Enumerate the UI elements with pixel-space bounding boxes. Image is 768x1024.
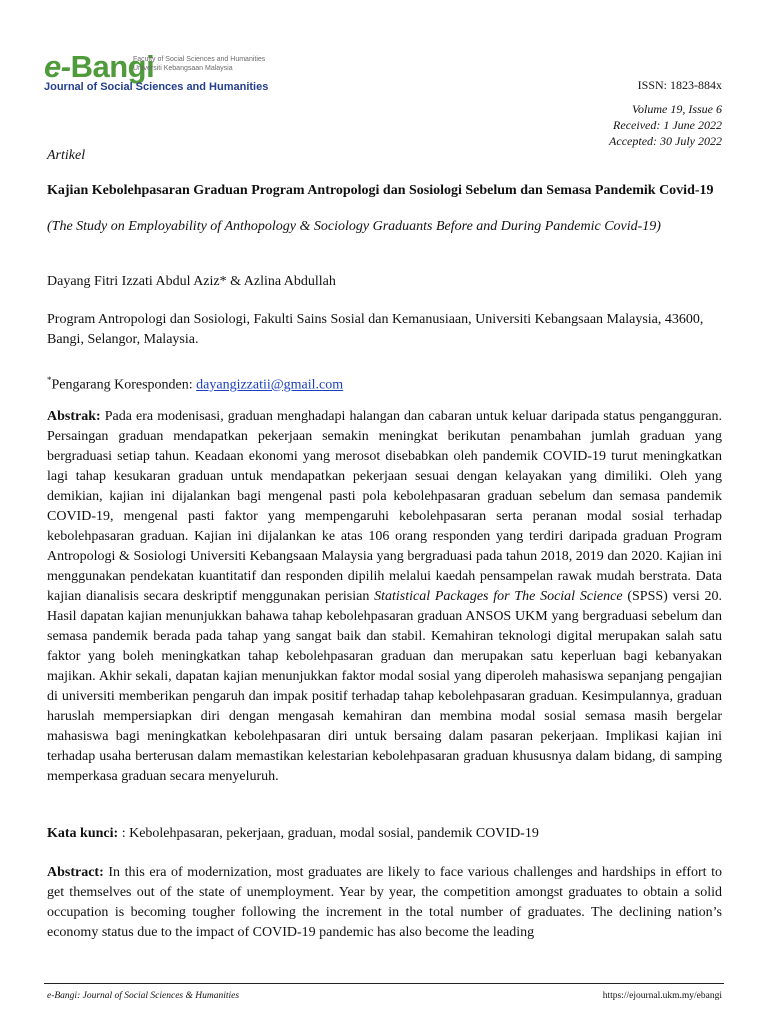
- title-malay: Kajian Kebolehpasaran Graduan Program Antropologi dan Sosiologi Sebelum dan Semasa Pandemik Covid-19: [47, 183, 714, 198]
- abstract-paragraph: Abstract: In this era of modernization, most graduates are likely to face various challenges and hardships in effort to get themselves out of the state of unemployment. Year by year, the competition amongst graduates to obtain a solid occupation is becoming tougher following the increment in the total number of graduates. The declining nation’s economy status due to the impact of COVID-19 pandemic has also become the leading: [47, 865, 722, 940]
- volume-issue: Volume 19, Issue 6: [632, 102, 722, 116]
- keywords-label: Kata kunci:: [47, 826, 119, 841]
- corresponding-author: *Pengarang Koresponden: dayangizzatii@gmail.com: [47, 375, 344, 393]
- abstrak-paragraph: Abstrak: Pada era modenisasi, graduan menghadapi halangan dan cabaran untuk keluar daripada status pengangguran. Persaingan graduan mendapatkan pekerjaan semakin meningkat berikutan penambahan jumlah graduan yang bergraduasi setiap tahun. Keadaan ekonomi yang merosot disebabkan oleh pandemik COVID-19 turut meningkatkan lagi tahap kesukaran graduan untuk mendapatkan pekerjaan sesuai dengan kelayakan yang dimiliki. Oleh yang demikian, kajian ini dijalankan bagi mengenal pasti pola kebolehpasaran graduan sebelum dan semasa pandemik COVID-19, mengenal pasti faktor yang mempengaruhi kebolehpasaran serta peranan modal sosial terhadap kebolehpasaran graduan. Kajian ini dijalankan ke atas 106 orang responden yang terdiri daripada graduan Program Antropologi & Sosiologi Universiti Kebangsaan Malaysia yang bergraduasi pada tahun 2018, 2019 dan 2020. Kajian ini menggunakan pendekatan kuantitatif dan responden dipilih melalui kaedah pensampelan rawak mudah berstrata. Data kajian dianalisis secara deskriptif menggunakan perisian Statistical Packages for The Social Science (SPSS) versi 20. Hasil dapatan kajian menunjukkan bahawa tahap kebolehpasaran graduan ANSOS UKM yang bergraduasi sebelum dan semasa pandemik berada pada tahap yang sangat baik dan stabil. Kemahiran teknologi digital merupakan salah satu faktor yang boleh meningkatkan tahap kebolehpasaran graduan dan merupakan satu keperluan bagi kebanyakan majikan. Akhir sekali, dapatan kajian menunjukkan faktor modal sosial yang diperoleh mahasiswa sepanjang pengajian di universiti memberikan pengaruh dan impak positif terhadap tahap kebolehpasaran graduan. Kesimpulannya, graduan haruslah mempersiapkan diri dengan mengasah kemahiran dan membina modal sosial semasa masih bergelar mahasiswa bagi meningkatkan kebolehpasaran diri untuk bersaing dalam pasaran pekerjaan. Implikasi kajian ini terhadap usaha berterusan dalam memastikan kelestarian kebolehpasaran graduan khususnya dalam bidang, di samping memperkasa graduan secara menyeluruh.: [47, 409, 723, 784]
- authors: Dayang Fitri Izzati Abdul Aziz* & Azlina Abdullah: [47, 274, 336, 289]
- abstrak-label: Abstrak:: [47, 409, 101, 424]
- footer-divider: [44, 983, 724, 984]
- abstract-label: Abstract:: [47, 865, 104, 880]
- keywords: Kata kunci: : Kebolehpasaran, pekerjaan, graduan, modal sosial, pandemik COVID-19: [47, 826, 539, 841]
- title-english: (The Study on Employability of Anthopology & Sociology Graduants Before and During Pandemic Covid-19): [47, 219, 661, 234]
- affiliation: Program Antropologi dan Sosiologi, Fakulti Sains Sosial dan Kemanusiaan, Universiti Kebangsaan Malaysia, 43600, Bangi, Selangor, Malaysia.: [47, 312, 704, 347]
- software-name: Statistical Packages for The Social Science: [374, 589, 623, 604]
- article-type: Artikel: [47, 148, 86, 163]
- received-date: Received: 1 June 2022: [613, 118, 722, 132]
- footer-url[interactable]: https://ejournal.ukm.my/ebangi: [602, 991, 722, 1001]
- article-meta: [609, 101, 722, 149]
- logo-wordmark: e-Bangi: [44, 49, 155, 84]
- journal-logo: [44, 50, 344, 96]
- issn: ISSN: 1823-884x: [637, 78, 722, 92]
- footer-journal: e-Bangi: Journal of Social Sciences & Humanities: [47, 991, 240, 1001]
- logo-journal-name: Journal of Social Sciences and Humanities: [44, 81, 269, 93]
- logo-faculty-text: Faculty of Social Sciences and Humanities Universiti Kebangsaan Malaysia: [133, 56, 266, 72]
- accepted-date: Accepted: 30 July 2022: [609, 134, 722, 148]
- corresponding-email-link[interactable]: dayangizzatii@gmail.com: [196, 377, 344, 393]
